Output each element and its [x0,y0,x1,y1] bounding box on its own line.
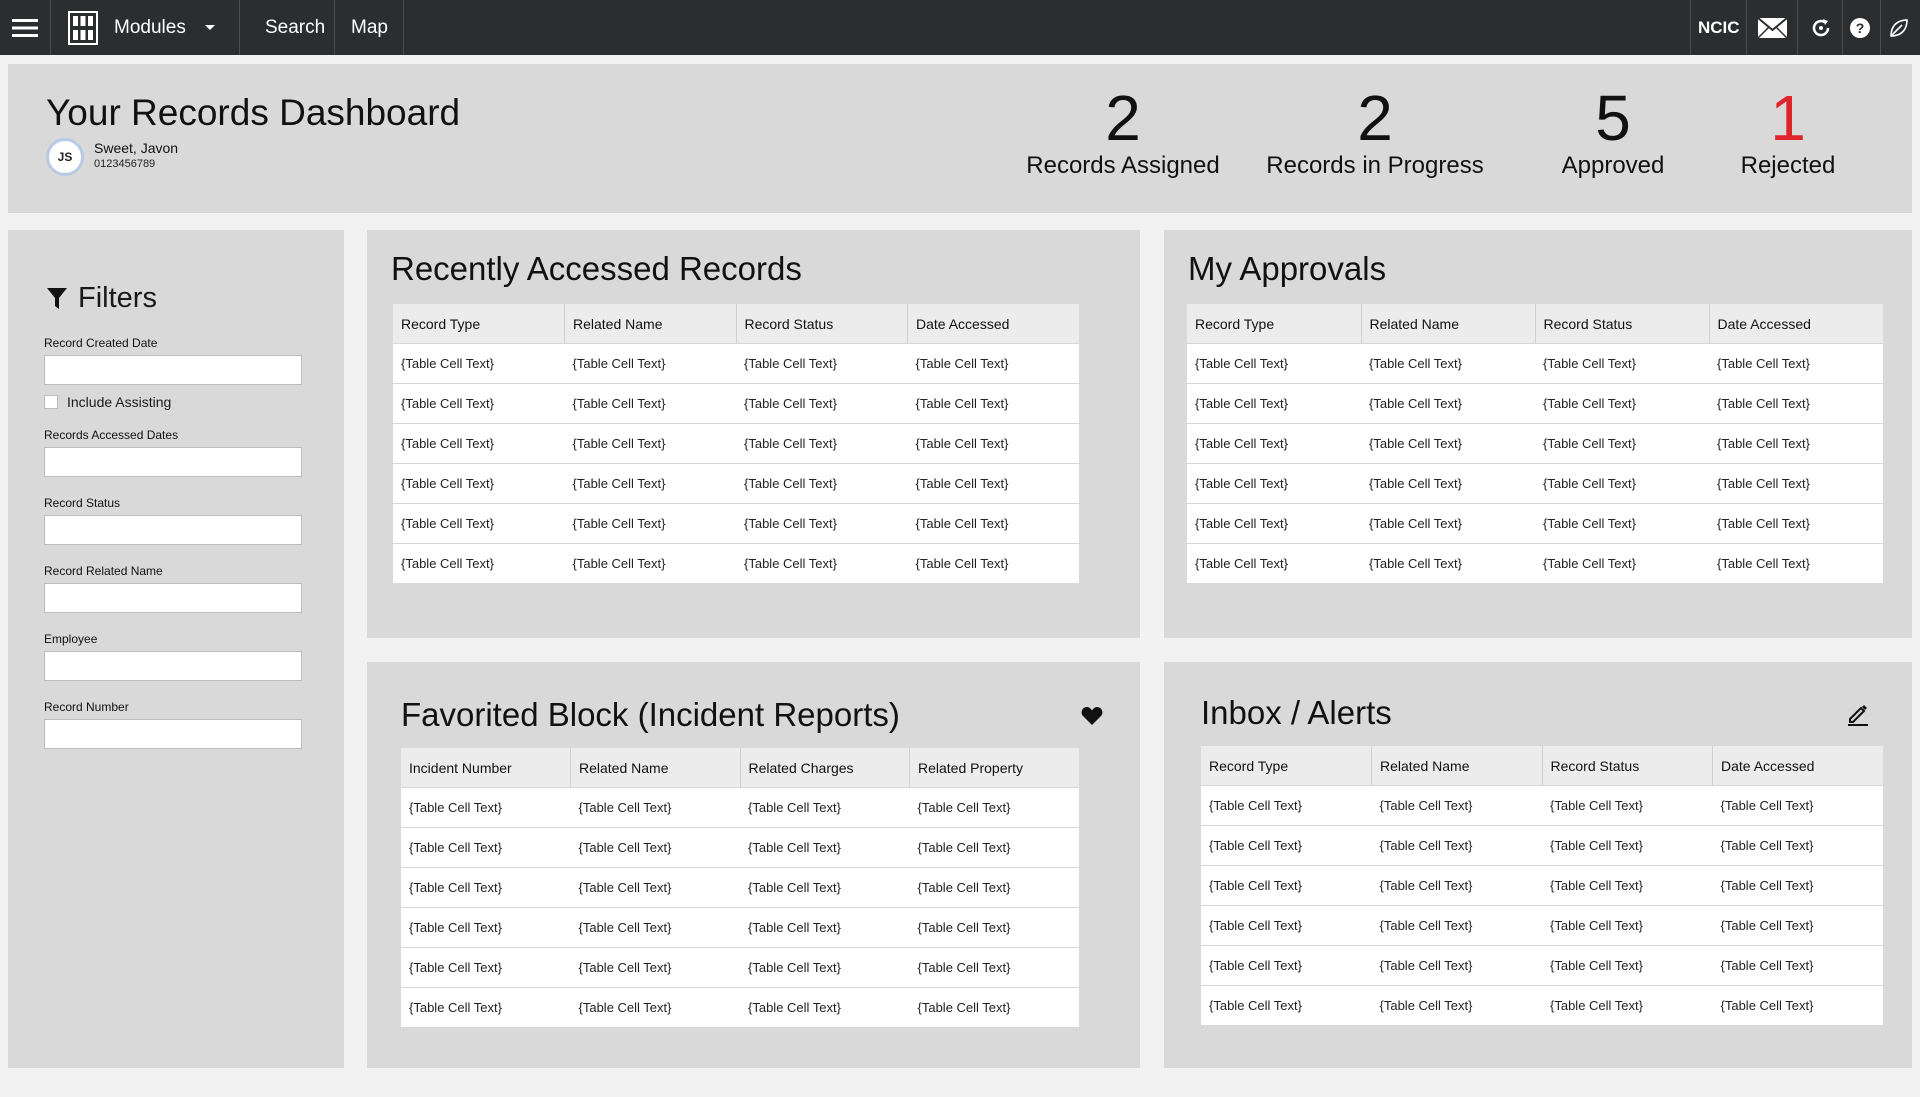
table-cell: {Table Cell Text} [571,948,741,988]
edit-icon[interactable] [1846,702,1870,726]
record-status-label: Record Status [44,496,121,510]
table-cell: {Table Cell Text} [1713,826,1884,866]
table-row[interactable] [1187,384,1883,424]
column-header[interactable]: Related Name [571,748,741,788]
records-accessed-dates-input[interactable] [44,447,302,477]
table-cell: {Table Cell Text} [393,504,565,544]
table-cell: {Table Cell Text} [736,464,908,504]
table-cell: {Table Cell Text} [1542,946,1713,986]
filter-icon [46,287,68,311]
table-cell: {Table Cell Text} [1201,866,1372,906]
table-cell: {Table Cell Text} [908,384,1080,424]
table-cell: {Table Cell Text} [401,788,571,828]
table-cell: {Table Cell Text} [1535,384,1709,424]
table-cell: {Table Cell Text} [1542,786,1713,826]
divider [1797,0,1798,55]
ncic-link[interactable]: NCIC [1698,17,1740,37]
table-cell: {Table Cell Text} [393,424,565,464]
table-row[interactable] [401,908,1079,948]
table-cell: {Table Cell Text} [740,788,910,828]
column-header[interactable]: Date Accessed [1709,304,1883,344]
table-row[interactable] [401,788,1079,828]
table-cell: {Table Cell Text} [401,988,571,1028]
table-cell: {Table Cell Text} [571,828,741,868]
include-assisting-label: Include Assisting [67,394,172,410]
table-cell: {Table Cell Text} [1713,986,1884,1026]
table-cell: {Table Cell Text} [740,988,910,1028]
table-cell: {Table Cell Text} [1535,544,1709,584]
record-related-name-label: Record Related Name [44,564,163,578]
favorited-block-panel [367,662,1140,1068]
mail-icon[interactable] [1757,0,1788,55]
table-cell: {Table Cell Text} [1372,906,1543,946]
table-cell: {Table Cell Text} [910,788,1080,828]
table-cell: {Table Cell Text} [1372,826,1543,866]
table-cell: {Table Cell Text} [1713,786,1884,826]
table-row[interactable] [393,344,1079,384]
stat-value: 5 [1595,82,1631,154]
table-cell: {Table Cell Text} [1187,504,1361,544]
table-row[interactable] [1201,906,1883,946]
table-cell: {Table Cell Text} [1361,384,1535,424]
table-cell: {Table Cell Text} [740,948,910,988]
table-cell: {Table Cell Text} [1542,906,1713,946]
table-cell: {Table Cell Text} [736,344,908,384]
table-cell: {Table Cell Text} [1372,986,1543,1026]
favorited-block-title: Favorited Block (Incident Reports) [401,696,900,733]
table-cell: {Table Cell Text} [1361,344,1535,384]
table-cell: {Table Cell Text} [393,544,565,584]
inbox-alerts-title: Inbox / Alerts [1201,694,1392,731]
user-id: 0123456789 [94,158,156,170]
stat-label: Records Assigned [1026,152,1220,179]
column-header[interactable]: Related Name [565,304,737,344]
table-cell: {Table Cell Text} [740,908,910,948]
table-cell: {Table Cell Text} [910,908,1080,948]
inbox-alerts-table [1201,746,1883,1025]
divider [403,0,404,55]
table-cell: {Table Cell Text} [565,544,737,584]
column-header[interactable]: Related Property [910,748,1080,788]
table-cell: {Table Cell Text} [1187,544,1361,584]
stat-value: 1 [1770,82,1806,154]
my-approvals-table [1187,304,1883,583]
record-created-date-input[interactable] [44,355,302,385]
table-cell: {Table Cell Text} [1542,986,1713,1026]
my-approvals-panel [1164,230,1912,638]
column-header[interactable]: Incident Number [401,748,571,788]
refresh-icon[interactable] [1810,0,1832,55]
table-cell: {Table Cell Text} [1201,946,1372,986]
table-cell: {Table Cell Text} [393,384,565,424]
table-cell: {Table Cell Text} [571,988,741,1028]
table-cell: {Table Cell Text} [910,828,1080,868]
stat-label: Records in Progress [1266,152,1484,179]
table-cell: {Table Cell Text} [908,344,1080,384]
checkbox-box[interactable] [44,395,58,409]
table-row[interactable] [393,424,1079,464]
column-header[interactable]: Date Accessed [1713,746,1884,786]
table-cell: {Table Cell Text} [908,464,1080,504]
table-row[interactable] [393,384,1079,424]
divider [50,0,51,55]
record-created-date-label: Record Created Date [44,336,158,350]
table-cell: {Table Cell Text} [401,868,571,908]
dashboard-header [8,64,1912,213]
help-icon[interactable] [1849,0,1871,55]
stat-records-in-progress[interactable] [1260,82,1490,180]
table-cell: {Table Cell Text} [736,544,908,584]
stat-approved[interactable] [1548,82,1678,180]
table-cell: {Table Cell Text} [393,464,565,504]
table-row[interactable] [1187,424,1883,464]
table-cell: {Table Cell Text} [1709,424,1883,464]
table-row[interactable] [1201,786,1883,826]
top-navigation-bar [0,0,1920,55]
record-related-name-input[interactable] [44,583,302,613]
record-status-input[interactable] [44,515,302,545]
table-cell: {Table Cell Text} [1709,464,1883,504]
column-header[interactable]: Related Charges [740,748,910,788]
table-header-row [393,304,1079,344]
table-cell: {Table Cell Text} [1709,344,1883,384]
table-cell: {Table Cell Text} [1709,504,1883,544]
employee-label: Employee [44,632,98,646]
table-header-row [1201,746,1883,786]
stat-value: 2 [1105,82,1141,154]
table-cell: {Table Cell Text} [1535,504,1709,544]
recently-accessed-table [393,304,1079,583]
column-header[interactable]: Record Type [1201,746,1372,786]
table-cell: {Table Cell Text} [1201,986,1372,1026]
table-cell: {Table Cell Text} [565,464,737,504]
table-row[interactable] [1201,866,1883,906]
table-cell: {Table Cell Text} [736,504,908,544]
table-cell: {Table Cell Text} [736,384,908,424]
chevron-down-icon[interactable] [204,0,216,55]
divider [1880,0,1881,55]
table-row[interactable] [1201,986,1883,1026]
table-cell: {Table Cell Text} [1535,344,1709,384]
table-cell: {Table Cell Text} [1201,906,1372,946]
my-approvals-title: My Approvals [1188,250,1387,287]
table-cell: {Table Cell Text} [571,908,741,948]
column-header[interactable]: Record Status [736,304,908,344]
table-cell: {Table Cell Text} [565,504,737,544]
table-cell: {Table Cell Text} [1187,384,1361,424]
table-row[interactable] [1187,464,1883,504]
filters-title: Filters [78,282,157,314]
table-cell: {Table Cell Text} [401,828,571,868]
svg-text:?: ? [1855,19,1865,36]
table-row[interactable] [1187,504,1883,544]
stat-label: Approved [1561,152,1665,179]
table-cell: {Table Cell Text} [1709,384,1883,424]
leaf-icon[interactable] [1888,0,1910,55]
table-cell: {Table Cell Text} [1187,464,1361,504]
page-title: Your Records Dashboard [46,92,461,133]
favorited-block-table [401,748,1079,1027]
inbox-alerts-panel [1164,662,1912,1068]
table-cell: {Table Cell Text} [1535,464,1709,504]
column-header[interactable]: Record Type [1187,304,1361,344]
table-cell: {Table Cell Text} [1187,344,1361,384]
stat-value: 2 [1357,82,1393,154]
table-cell: {Table Cell Text} [910,868,1080,908]
table-cell: {Table Cell Text} [1713,866,1884,906]
table-cell: {Table Cell Text} [908,544,1080,584]
table-header-row [1187,304,1883,344]
employee-input[interactable] [44,651,302,681]
hamburger-menu-icon[interactable] [12,0,40,55]
table-cell: {Table Cell Text} [565,424,737,464]
search-link[interactable]: Search [265,16,326,38]
filters-heading [46,282,157,315]
table-cell: {Table Cell Text} [1713,906,1884,946]
recently-accessed-title: Recently Accessed Records [391,250,802,287]
stat-rejected[interactable] [1728,82,1848,180]
table-row[interactable] [1201,826,1883,866]
table-cell: {Table Cell Text} [565,344,737,384]
table-row[interactable] [1187,344,1883,384]
table-cell: {Table Cell Text} [1542,866,1713,906]
record-number-label: Record Number [44,700,129,714]
table-cell: {Table Cell Text} [1372,946,1543,986]
table-cell: {Table Cell Text} [1709,544,1883,584]
user-name: Sweet, Javon [94,140,179,156]
table-cell: {Table Cell Text} [910,948,1080,988]
column-header[interactable]: Date Accessed [908,304,1080,344]
column-header[interactable]: Related Name [1372,746,1543,786]
table-cell: {Table Cell Text} [565,384,737,424]
table-cell: {Table Cell Text} [740,868,910,908]
table-header-row [401,748,1079,788]
stat-records-assigned[interactable] [1018,82,1228,180]
table-cell: {Table Cell Text} [1201,826,1372,866]
table-cell: {Table Cell Text} [1187,424,1361,464]
heart-icon[interactable] [1081,706,1103,726]
table-row[interactable] [393,544,1079,584]
divider [1842,0,1843,55]
column-header[interactable]: Related Name [1361,304,1535,344]
table-cell: {Table Cell Text} [571,788,741,828]
table-row[interactable] [393,504,1079,544]
app-logo-icon[interactable] [68,0,100,55]
include-assisting-checkbox[interactable] [44,394,171,410]
table-cell: {Table Cell Text} [908,424,1080,464]
table-row[interactable] [393,464,1079,504]
table-cell: {Table Cell Text} [1542,826,1713,866]
table-cell: {Table Cell Text} [736,424,908,464]
table-cell: {Table Cell Text} [1372,786,1543,826]
table-row[interactable] [401,948,1079,988]
table-cell: {Table Cell Text} [401,908,571,948]
table-cell: {Table Cell Text} [1361,544,1535,584]
divider [1746,0,1747,55]
map-link[interactable]: Map [351,16,388,38]
table-cell: {Table Cell Text} [393,344,565,384]
column-header[interactable]: Record Status [1542,746,1713,786]
column-header[interactable]: Record Type [393,304,565,344]
modules-menu[interactable]: Modules [114,16,186,38]
divider [334,0,335,55]
table-cell: {Table Cell Text} [401,948,571,988]
table-cell: {Table Cell Text} [1361,464,1535,504]
table-cell: {Table Cell Text} [1201,786,1372,826]
table-row[interactable] [401,868,1079,908]
table-cell: {Table Cell Text} [908,504,1080,544]
divider [1690,0,1691,55]
column-header[interactable]: Record Status [1535,304,1709,344]
records-accessed-dates-label: Records Accessed Dates [44,428,179,442]
table-cell: {Table Cell Text} [740,828,910,868]
table-row[interactable] [401,988,1079,1028]
table-cell: {Table Cell Text} [1361,424,1535,464]
avatar[interactable]: JS [46,138,84,176]
stat-label: Rejected [1740,152,1836,179]
table-cell: {Table Cell Text} [1372,866,1543,906]
table-cell: {Table Cell Text} [1361,504,1535,544]
table-cell: {Table Cell Text} [571,868,741,908]
table-row[interactable] [1201,946,1883,986]
table-cell: {Table Cell Text} [910,988,1080,1028]
divider [239,0,240,55]
record-number-input[interactable] [44,719,302,749]
recently-accessed-panel [367,230,1140,638]
table-row[interactable] [1187,544,1883,584]
table-row[interactable] [401,828,1079,868]
table-cell: {Table Cell Text} [1535,424,1709,464]
filters-panel [8,230,344,1068]
table-cell: {Table Cell Text} [1713,946,1884,986]
